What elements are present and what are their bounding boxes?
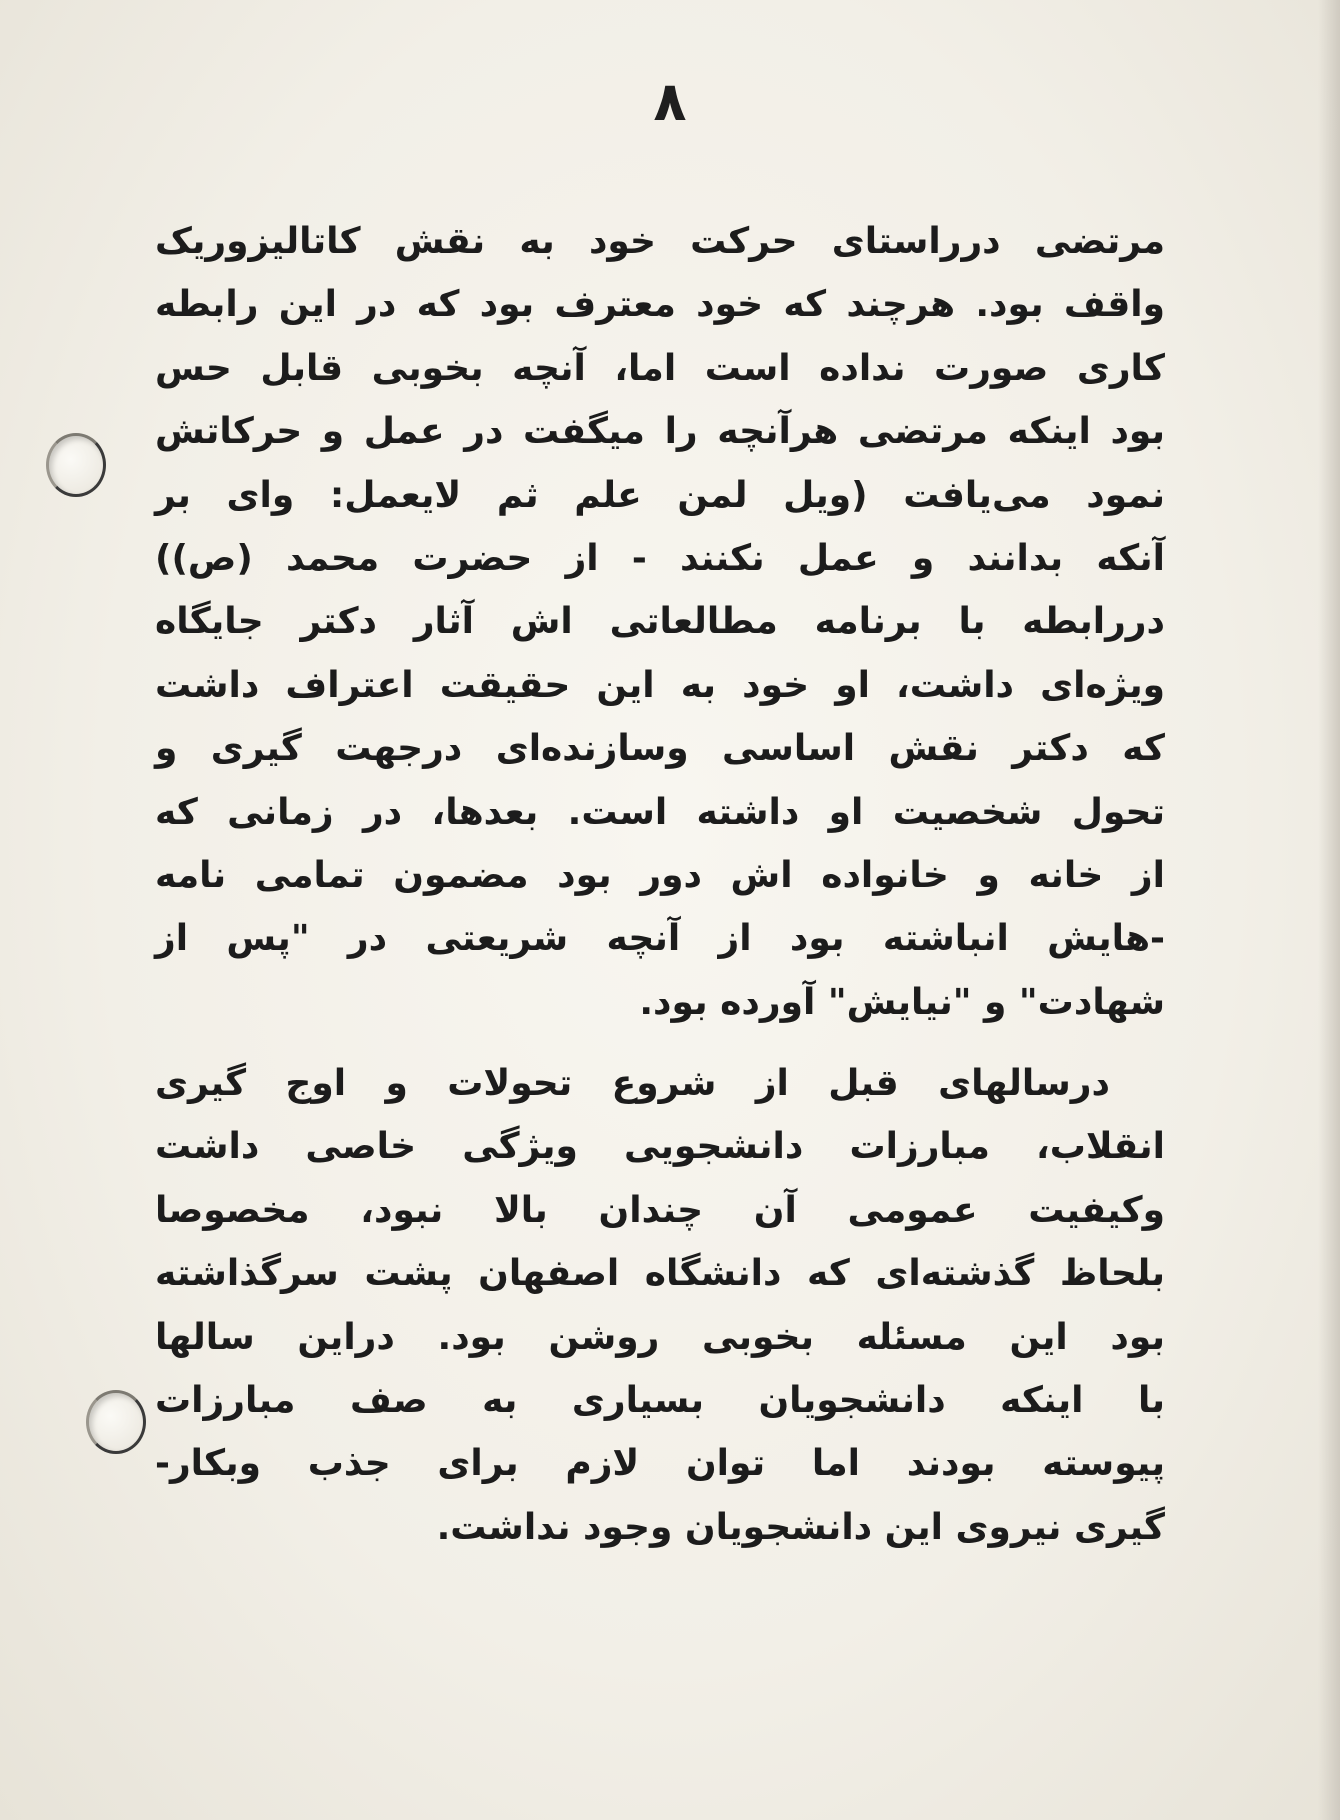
text-line: مرتضی درراستای حرکت خود به نقش کاتالیزوریک xyxy=(155,221,1165,262)
text-line: آنکه بدانند و عمل نکنند - از حضرت محمد (ص)) xyxy=(155,537,1165,579)
page-number: ۸ xyxy=(653,70,687,133)
text-line: گیری نیروی این دانشجویان وجود نداشت. xyxy=(436,1506,1165,1548)
text-line: از خانه و خانواده اش دور بود مضمون تمامی نامه xyxy=(155,854,1165,896)
body-text xyxy=(155,210,1165,1559)
text-line: پیوسته بودند اما توان لازم برای جذب وبکار- xyxy=(155,1443,1165,1485)
text-line: دررابطه با برنامه مطالعاتی اش آثار دکتر جایگاه xyxy=(155,601,1165,643)
text-line: با اینکه دانشجویان بسیاری به صف مبارزات xyxy=(155,1380,1165,1422)
text-line: انقلاب، مبارزات دانشجویی ویژگی خاصی داشت xyxy=(155,1126,1165,1168)
text-line: بود اینکه مرتضی هرآنچه را میگفت در عمل و حرکاتش xyxy=(155,411,1165,453)
paragraph-2 xyxy=(155,1052,1165,1559)
text-line: نمود می‌یافت (ویل لمن علم ثم لایعمل: وای بر xyxy=(155,474,1165,516)
text-line: ویژه‌ای داشت، او خود به این حقیقت اعتراف داشت xyxy=(155,664,1165,706)
punch-hole-bottom xyxy=(86,1390,146,1454)
text-line: واقف بود. هرچند که خود معترف بود که در این رابطه xyxy=(155,284,1165,326)
punch-hole-top xyxy=(46,433,106,497)
text-line: کاری صورت نداده است اما، آنچه بخوبی قابل حس xyxy=(155,347,1165,389)
text-line: وکیفیت عمومی آن چندان بالا نبود، مخصوصا xyxy=(155,1189,1165,1231)
paragraph-1 xyxy=(155,210,1165,1034)
paragraph-gap xyxy=(155,1034,1165,1052)
text-line: -هایش انباشته بود از آنچه شریعتی در "پس از xyxy=(155,918,1165,960)
text-line: درسالهای قبل از شروع تحولات و اوج گیری xyxy=(155,1063,1110,1105)
text-line: که دکتر نقش اساسی وسازنده‌ای درجهت گیری و xyxy=(155,728,1165,770)
page-edge-shadow xyxy=(1318,0,1340,1820)
text-line: بلحاظ گذشته‌ای که دانشگاه اصفهان پشت سرگذاشته xyxy=(155,1253,1165,1295)
text-line: شهادت" و "نیایش" آورده بود. xyxy=(639,981,1165,1023)
text-line: بود این مسئله بخوبی روشن بود. دراین سالها xyxy=(155,1316,1165,1358)
text-line: تحول شخصیت او داشته است. بعدها، در زمانی که xyxy=(155,791,1165,833)
